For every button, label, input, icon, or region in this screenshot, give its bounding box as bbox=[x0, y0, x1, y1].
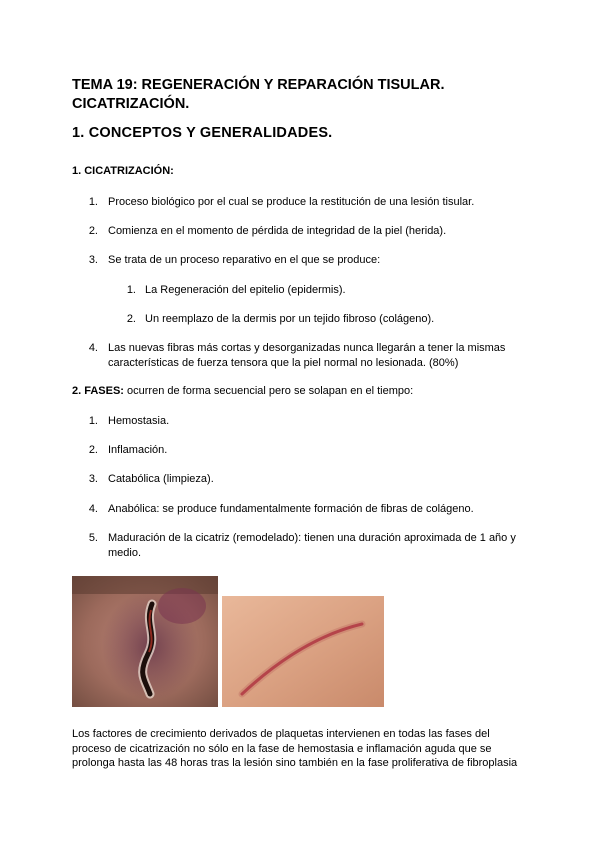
list-number: 2. bbox=[88, 444, 98, 456]
document-title: TEMA 19: REGENERACIÓN Y REPARACIÓN TISULAR. CICATRIZACIÓN. bbox=[72, 77, 445, 112]
list-item: Anabólica: se produce fundamentalmente formación de fibras de colágeno. bbox=[108, 503, 474, 515]
sublist-item: La Regeneración del epitelio (epidermis). bbox=[145, 284, 346, 296]
wound-photo bbox=[72, 576, 218, 707]
list-number: 5. bbox=[88, 532, 98, 544]
list-number: 4. bbox=[88, 342, 98, 354]
section-heading-conceptos: 1. CONCEPTOS Y GENERALIDADES. bbox=[72, 125, 333, 141]
fases-label: 2. FASES: bbox=[72, 385, 124, 397]
fases-heading bbox=[72, 384, 532, 399]
list-number: 3. bbox=[88, 254, 98, 266]
list-number: 2. bbox=[88, 225, 98, 237]
list-item: Comienza en el momento de pérdida de integridad de la piel (herida). bbox=[108, 225, 447, 237]
list-item: Catabólica (limpieza). bbox=[108, 473, 214, 485]
list-number: 1. bbox=[88, 196, 98, 208]
list-number: 3. bbox=[88, 473, 98, 485]
list-item: Proceso biológico por el cual se produce la restitución de una lesión tisular. bbox=[108, 196, 475, 208]
list-item: Se trata de un proceso reparativo en el que se produce: bbox=[108, 254, 381, 266]
list-number: 4. bbox=[88, 503, 98, 515]
list-item: Maduración de la cicatriz (remodelado): tienen una duración aproximada de 1 año y medio. bbox=[108, 532, 516, 559]
list-item: Inflamación. bbox=[108, 444, 168, 456]
list-item: Las nuevas fibras más cortas y desorganizadas nunca llegarán a tener la mismas características de fuerza tensora que la piel normal no lesionada. (80%) bbox=[108, 342, 506, 369]
subsection-heading-cicatrizacion: 1. CICATRIZACIÓN: bbox=[72, 165, 174, 177]
scar-photo bbox=[222, 596, 384, 707]
sublist-number: 2. bbox=[126, 313, 136, 325]
sublist-item: Un reemplazo de la dermis por un tejido fibroso (colágeno). bbox=[145, 313, 435, 325]
fases-intro: ocurren de forma secuencial pero se solapan en el tiempo: bbox=[123, 385, 414, 397]
sublist-number: 1. bbox=[126, 284, 136, 296]
list-item: Hemostasia. bbox=[108, 415, 170, 427]
closing-paragraph: Los factores de crecimiento derivados de plaquetas intervienen en todas las fases del proceso de cicatrización no sólo en la fase de hemostasia e inflamación aguda que se prolonga hasta las 48 horas tras la lesión sino también en la fase proliferativa de fibroplasia bbox=[72, 728, 518, 769]
list-number: 1. bbox=[88, 415, 98, 427]
